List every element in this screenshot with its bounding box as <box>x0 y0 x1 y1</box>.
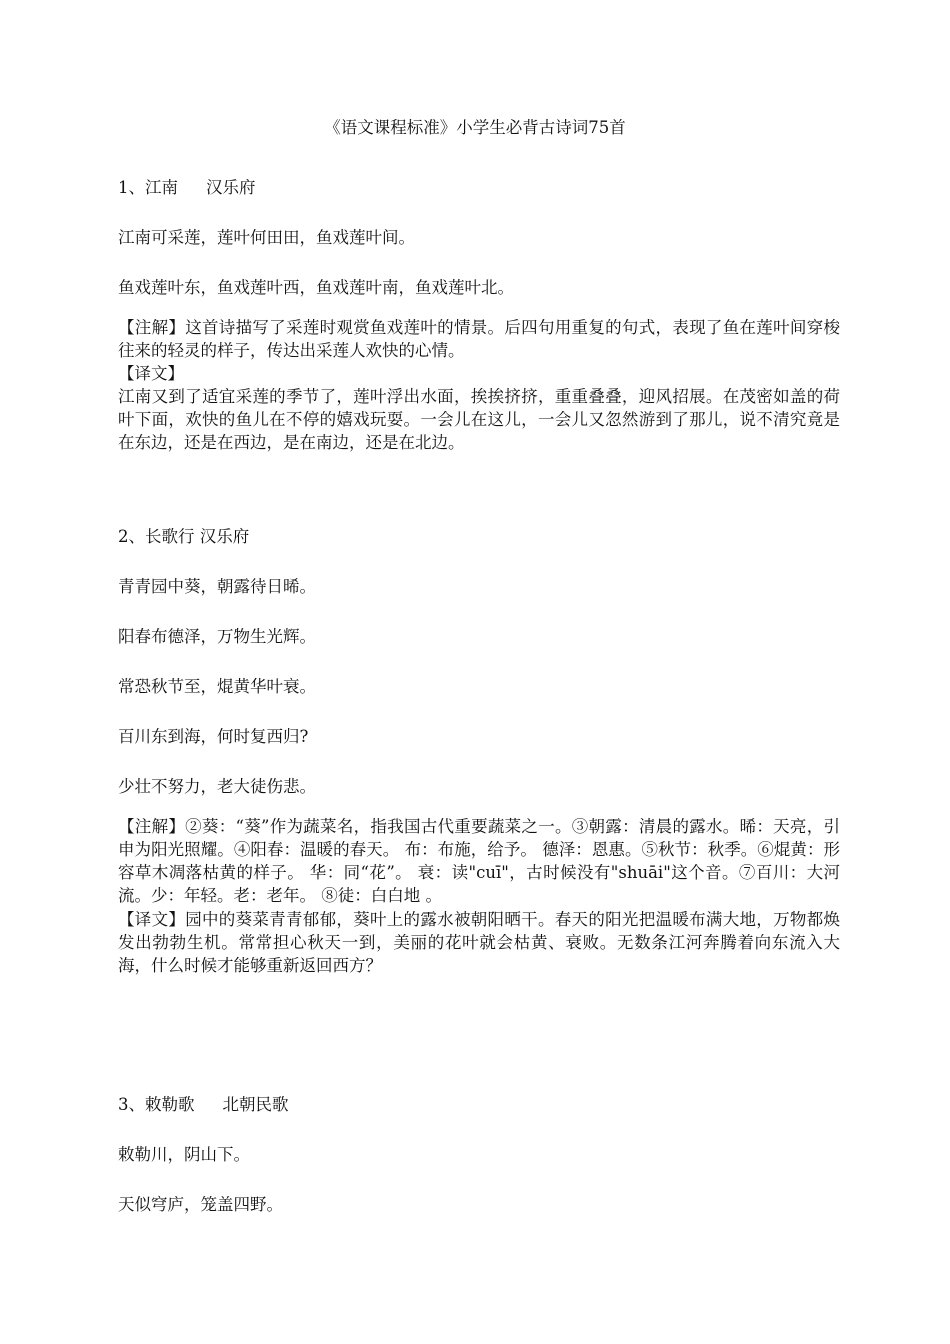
poem-translation: 江南又到了适宜采莲的季节了，莲叶浮出水面，挨挨挤挤，重重叠叠，迎风招展。在茂密如盖的荷叶下面，欢快的鱼儿在不停的嬉戏玩耍。一会儿在这儿，一会儿又忽然游到了那儿，说不清究竟是在东边，还是在西边，是在南边，还是在北边。 <box>118 387 840 452</box>
poem-heading <box>118 176 840 200</box>
poem-heading: 2、长歌行 汉乐府 <box>118 527 250 546</box>
poem-translation: 【译文】园中的葵菜青青郁郁，葵叶上的露水被朝阳晒干。春天的阳光把温暖布满大地，万物都焕发出勃勃生机。常常担心秋天一到，美丽的花叶就会枯黄、衰败。无数条江河奔腾着向东流入大海，什么时候才能够重新返回西方？ <box>118 910 840 975</box>
translation-label: 【译文】 <box>118 364 184 383</box>
poem-line: 百川东到海，何时复西归? <box>118 727 309 746</box>
poem-author: 北朝民歌 <box>222 1095 289 1114</box>
poem-note: 【注解】这首诗描写了采莲时观赏鱼戏莲叶的情景。后四句用重复的句式，表现了鱼在莲叶间穿梭往来的轻灵的样子，传达出采莲人欢快的心情。 <box>118 318 840 360</box>
poem-number-title: 1、江南 <box>118 178 178 197</box>
poem-line: 天似穹庐，笼盖四野。 <box>118 1195 283 1214</box>
poem-heading <box>118 1093 840 1117</box>
poem-line: 少壮不努力，老大徒伤悲。 <box>118 777 316 796</box>
document-title: 《语文课程标准》小学生必背古诗词75首 <box>324 118 626 137</box>
poem-author: 汉乐府 <box>206 178 256 197</box>
poem-line: 鱼戏莲叶东，鱼戏莲叶西，鱼戏莲叶南，鱼戏莲叶北。 <box>118 278 514 297</box>
poem-line: 阳春布德泽，万物生光辉。 <box>118 627 316 646</box>
poem-line: 敕勒川，阴山下。 <box>118 1145 250 1164</box>
poem-number-title: 3、敕勒歌 <box>118 1095 195 1114</box>
poem-line: 常恐秋节至，焜黄华叶衰。 <box>118 677 316 696</box>
poem-line: 江南可采莲，莲叶何田田，鱼戏莲叶间。 <box>118 228 415 247</box>
poem-note: 【注解】②葵：“葵”作为蔬菜名，指我国古代重要蔬菜之一。③朝露：清晨的露水。晞：天亮，引申为阳光照耀。④阳春：温暖的春天。 布：布施，给予。 德泽：恩惠。⑤秋节：秋季。⑥焜黄：形容草木凋落枯黄的样子。 华：同“花”。 衰：读"cuī"，古时候没有"shuāi"这个音。⑦百川：大河流。少：年轻。老：老年。 ⑧徒：白白地 。 <box>118 817 840 905</box>
poem-line: 青青园中葵，朝露待日晞。 <box>118 577 316 596</box>
